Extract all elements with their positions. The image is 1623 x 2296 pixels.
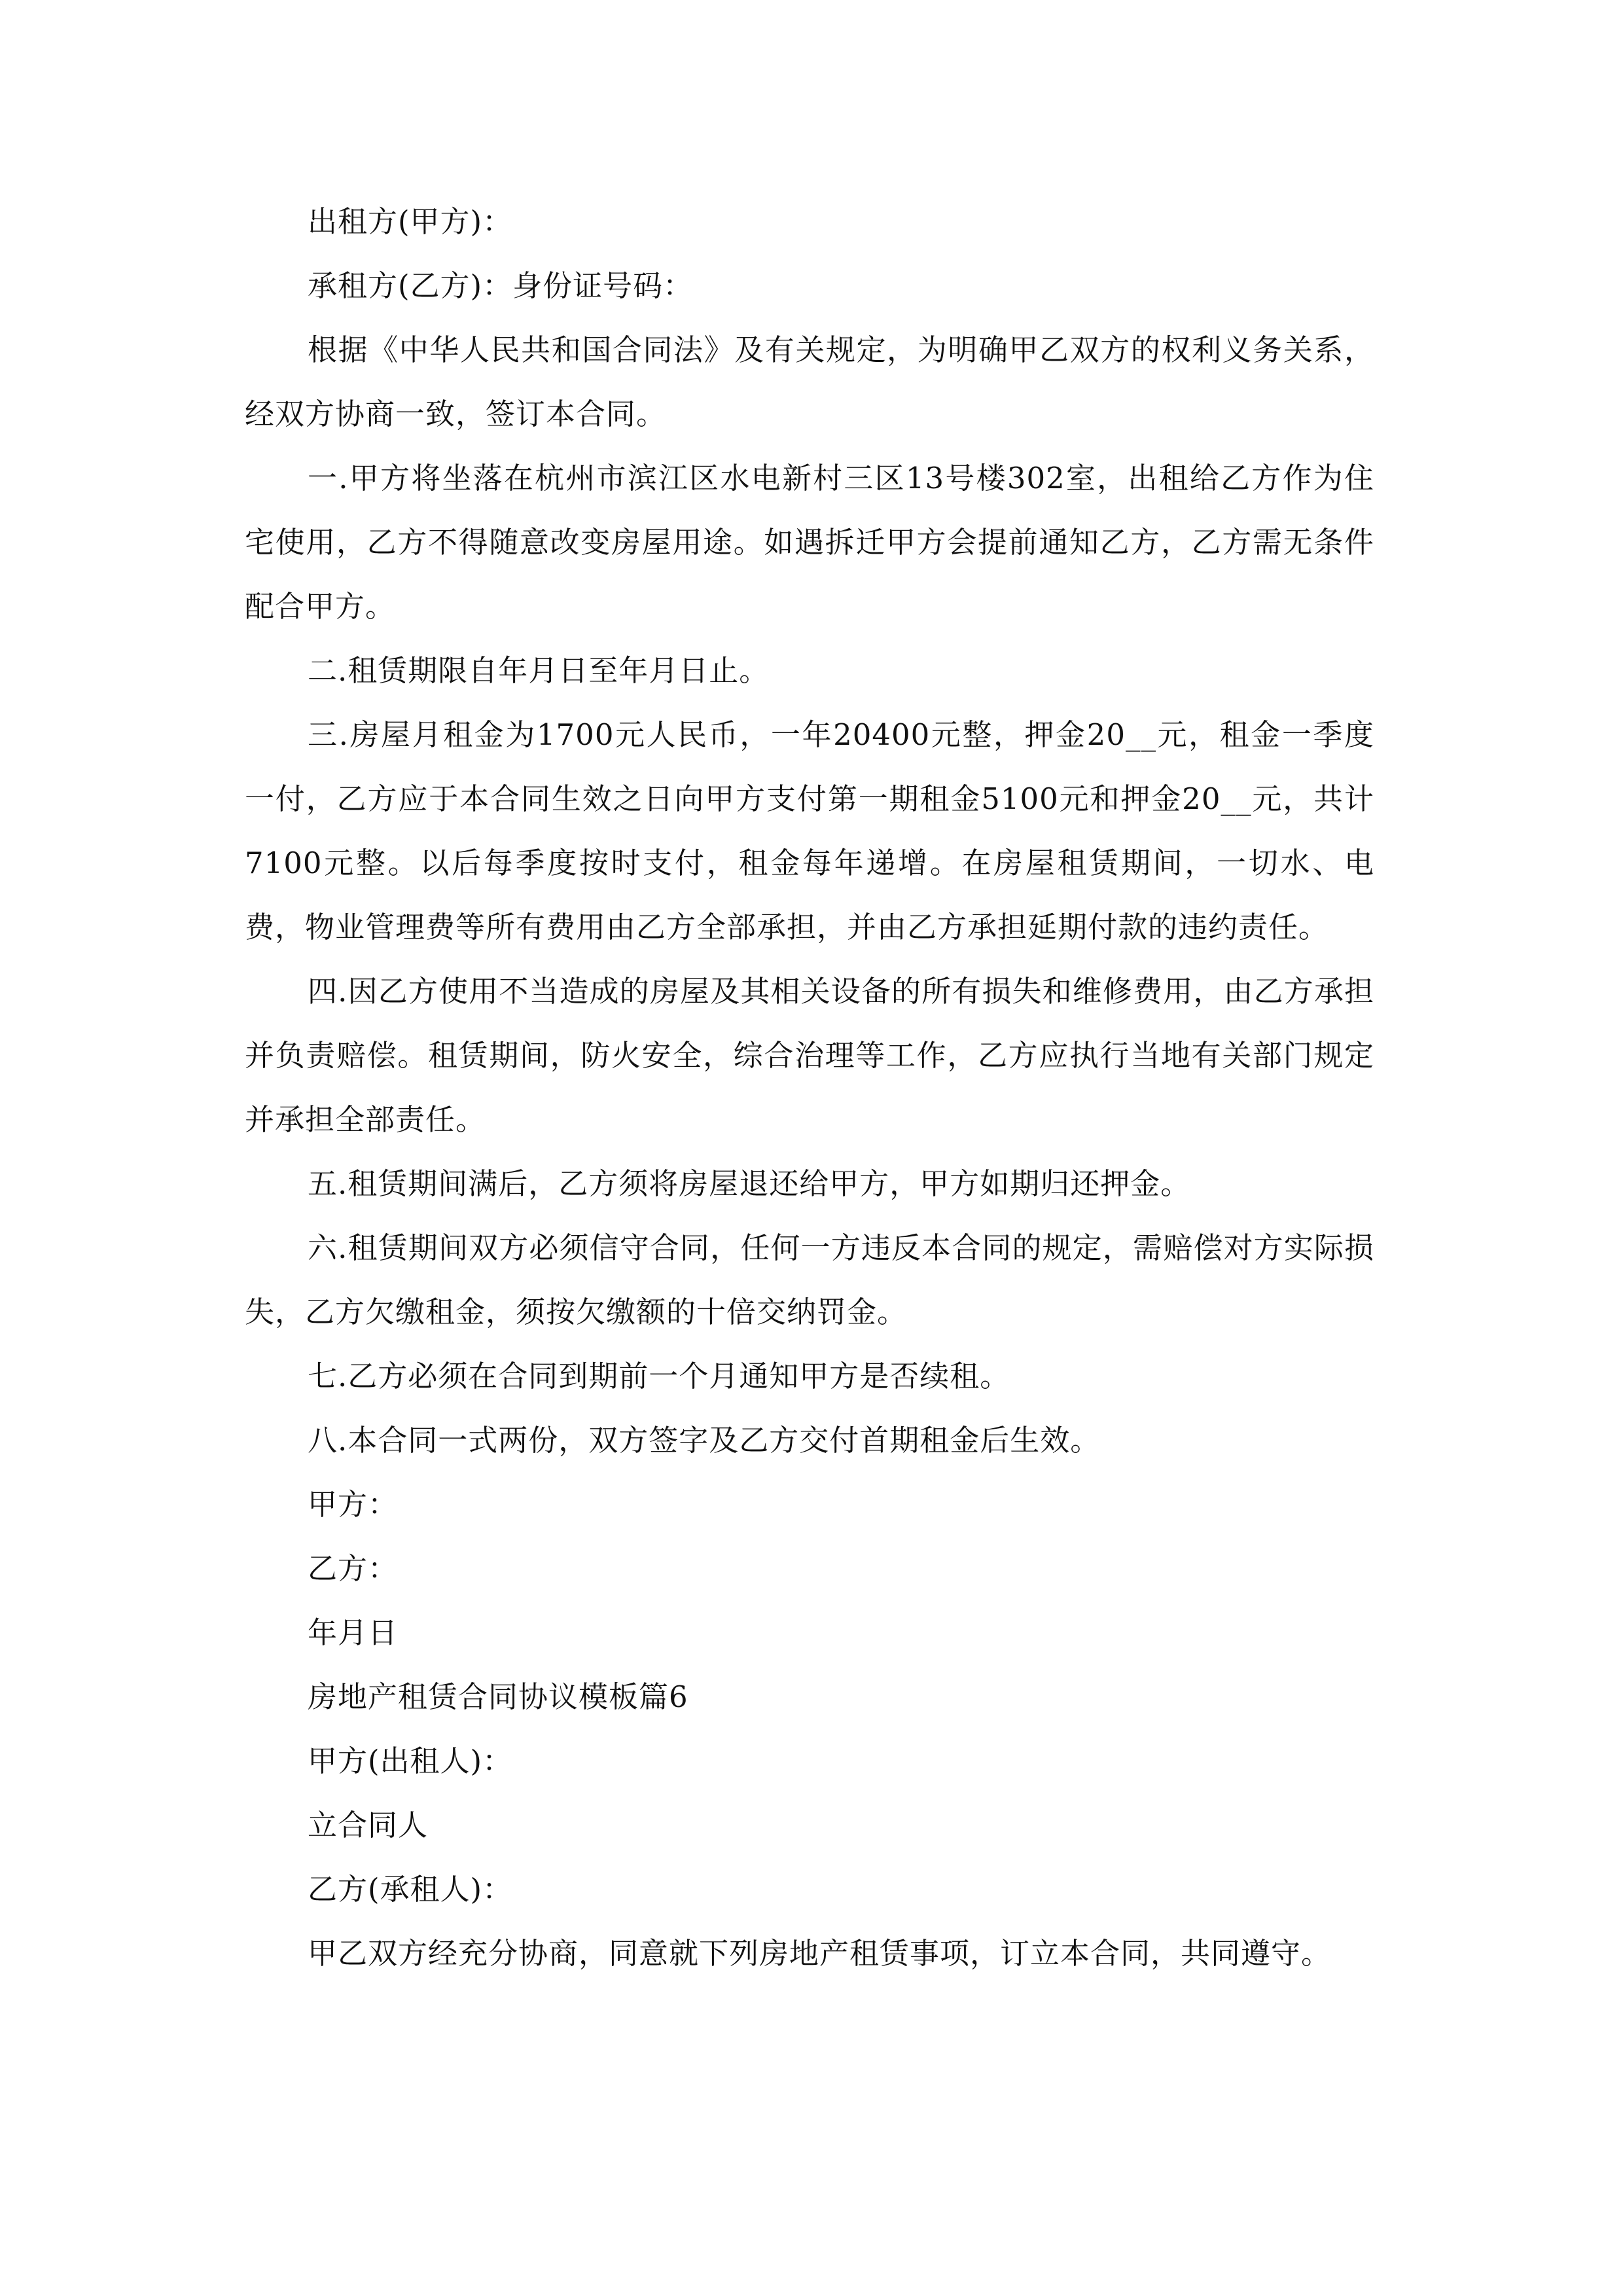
contract-basis-paragraph: 根据《中华人民共和国合同法》及有关规定，为明确甲乙双方的权利义务关系，经双方协商一致，签订本合同。 [245,332,1374,431]
contract-maker-label: 立合同人 [308,1808,429,1842]
signature-party-a: 甲方： [308,1487,399,1522]
clause-4-damage-liability: 四.因乙方使用不当造成的房屋及其相关设备的所有损失和维修费用，由乙方承担并负责赔偿。租赁期间，防火安全，综合治理等工作，乙方应执行当地有关部门规定并承担全部责任。 [245,974,1374,1137]
party-b-lessee-id-line: 承租方(乙方)：身份证号码： [308,268,694,303]
clause-1-property-use: 一.甲方将坐落在杭州市滨江区水电新村三区13号楼302室，出租给乙方作为住宅使用，乙方不得随意改变房屋用途。如遇拆迁甲方会提前通知乙方，乙方需无条件配合甲方。 [245,461,1374,624]
signature-party-b: 乙方： [308,1551,399,1586]
template-section-title: 房地产租赁合同协议模板篇6 [308,1679,688,1714]
party-b-lessee-label: 乙方(承租人)： [308,1872,513,1907]
clause-6-breach-penalty: 六.租赁期间双方必须信守合同，任何一方违反本合同的规定，需赔偿对方实际损失，乙方欠缴租金，须按欠缴额的十倍交纳罚金。 [245,1230,1374,1329]
agreement-intro-paragraph: 甲乙双方经充分协商，同意就下列房地产租赁事项，订立本合同，共同遵守。 [308,1936,1332,1971]
contract-body [245,190,1374,1986]
clause-3-rent-payment: 三.房屋月租金为1700元人民币，一年20400元整，押金20__元，租金一季度一付，乙方应于本合同生效之日向甲方支付第一期租金5100元和押金20__元，共计7100元整。以后每季度按时支付，租金每年递增。在房屋租赁期间，一切水、电费，物业管理费等所有费用由乙方全部承担，并由乙方承担延期付款的违约责任。 [245,717,1374,944]
party-a-lessor-line: 出租方(甲方)： [308,204,513,239]
signature-date: 年月日 [308,1615,399,1650]
party-a-lessor-label: 甲方(出租人)： [308,1744,513,1778]
clause-2-lease-term: 二.租赁期限自年月日至年月日止。 [308,653,770,688]
clause-5-return-property: 五.租赁期间满后，乙方须将房屋退还给甲方，甲方如期归还押金。 [308,1166,1191,1201]
clause-7-renewal-notice: 七.乙方必须在合同到期前一个月通知甲方是否续租。 [308,1359,1010,1393]
clause-8-effectiveness: 八.本合同一式两份，双方签字及乙方交付首期租金后生效。 [308,1423,1101,1458]
